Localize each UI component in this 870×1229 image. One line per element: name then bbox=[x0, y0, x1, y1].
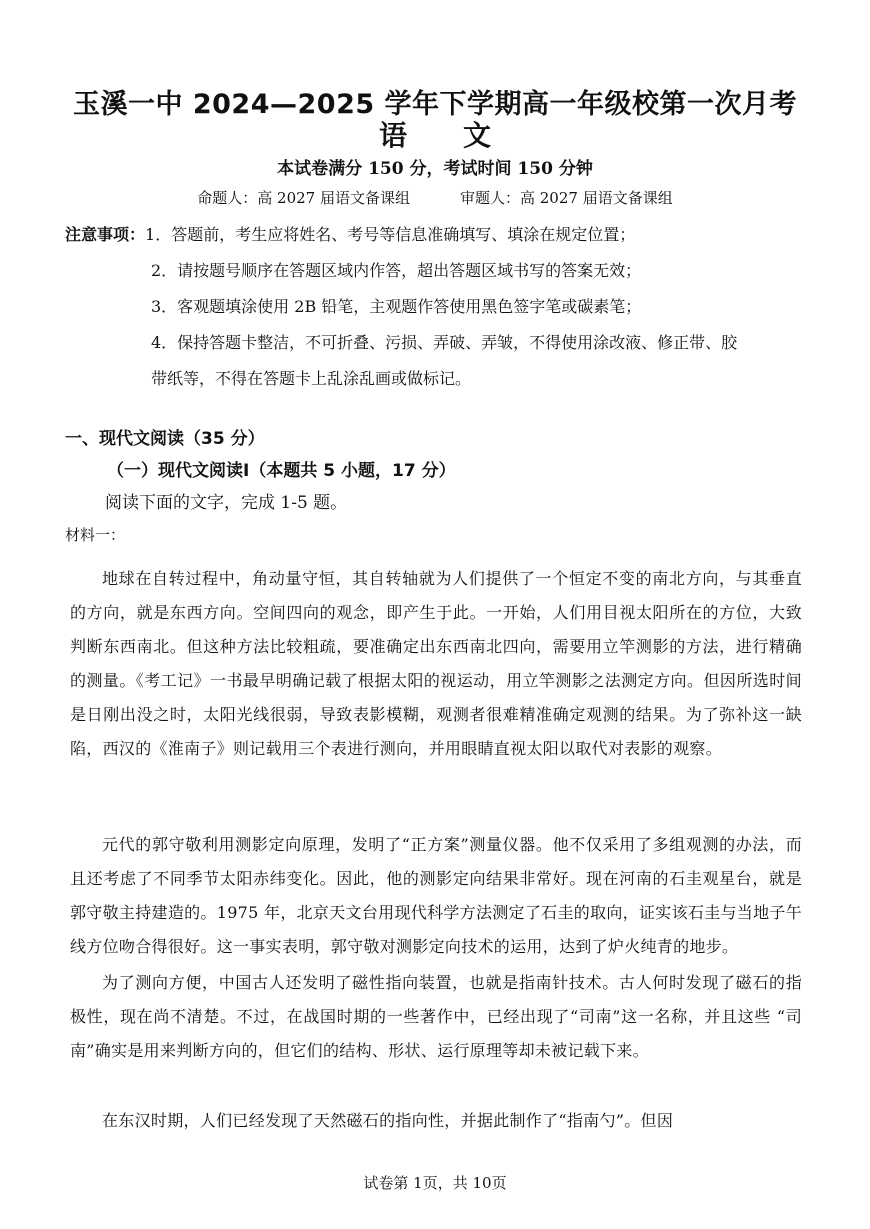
score-time-line: 本试卷满分 150 分，考试时间 150 分钟 bbox=[277, 159, 593, 179]
reading-instruction: 阅读下面的文字，完成 1-5 题。 bbox=[105, 493, 348, 513]
passage-paragraph-4: 在东汉时期，人们已经发现了天然磁石的指向性，并据此制作了“指南勺”。但因 bbox=[102, 1111, 674, 1130]
note-item-4-cont: 带纸等，不得在答题卡上乱涂乱画或做标记。 bbox=[151, 369, 472, 388]
reviewer-label: 审题人：高 2027 届语文备课组 bbox=[460, 189, 673, 207]
note-item-4: 4．保持答题卡整洁，不可折叠、污损、弄破、弄皱，不得使用涂改液、修正带、胶 bbox=[151, 333, 738, 352]
notes-label: 注意事项： bbox=[65, 225, 146, 244]
note-item-1: 1．答题前，考生应将姓名、考号等信息准确填写、填涂在规定位置； bbox=[145, 225, 636, 244]
subject-heading: 语文 bbox=[378, 119, 547, 152]
passage-paragraph-1: 地球在自转过程中，角动量守恒，其自转轴就为人们提供了一个恒定不变的南北方向，与其垂直的方向，就是东西方向。空间四向的观念，即产生于此。一开始，人们用目视太阳所在的方位，大致判断东西南北。但这种方法比较粗疏，要准确定出东西南北四向，需要用立竿测影的方法，进行精确的测量。《考工记》一书最早明确记载了根据太阳的视运动，用立竿测影之法测定方向。但因所选时间是日刚出没之时，太阳光线很弱，导致表影模糊，观测者很难精准确定观测的结果。为了弥补这一缺陷，西汉的《淮南子》则记载用三个表进行测向，并用眼睛直视太阳以取代对表影的观察。 bbox=[70, 569, 802, 758]
page-footer: 试卷第 1页，共 10页 bbox=[363, 1174, 507, 1192]
setter-label: 命题人：高 2027 届语文备课组 bbox=[197, 189, 410, 207]
passage-paragraph-3: 为了测向方便，中国古人还发明了磁性指向装置，也就是指南针技术。古人何时发现了磁石的指极性，现在尚不清楚。不过，在战国时期的一些著作中，已经出现了“司南”这一名称，并且这些 “司南”确实是用来判断方向的，但它们的结构、形状、运行原理等却未被记载下来。 bbox=[70, 973, 802, 1060]
authors-line bbox=[0, 187, 870, 208]
section-title: 一、现代文阅读（35 分） bbox=[65, 429, 265, 449]
passage-paragraph-2: 元代的郭守敬利用测影定向原理，发明了“正方案”测量仪器。他不仅采用了多组观测的办法，而且还考虑了不同季节太阳赤纬变化。因此，他的测影定向结果非常好。现在河南的石圭观星台，就是郭守敬主持建造的。1975 年，北京天文台用现代科学方法测定了石圭的取向，证实该石圭与当地子午线方位吻合得很好。这一事实表明，郭守敬对测影定向技术的运用，达到了炉火纯青的地步。 bbox=[70, 835, 802, 956]
note-item-3: 3．客观题填涂使用 2B 铅笔，主观题作答使用黑色签字笔或碳素笔； bbox=[151, 297, 642, 316]
material-label: 材料一： bbox=[65, 526, 126, 544]
exam-title: 玉溪一中 2024—2025 学年下学期高一年级校第一次月考 bbox=[72, 89, 798, 120]
section-subtitle: （一）现代文阅读Ⅰ（本题共 5 小题，17 分） bbox=[107, 461, 456, 481]
note-item-2: 2．请按题号顺序在答题区域内作答，超出答题区域书写的答案无效； bbox=[151, 261, 642, 280]
